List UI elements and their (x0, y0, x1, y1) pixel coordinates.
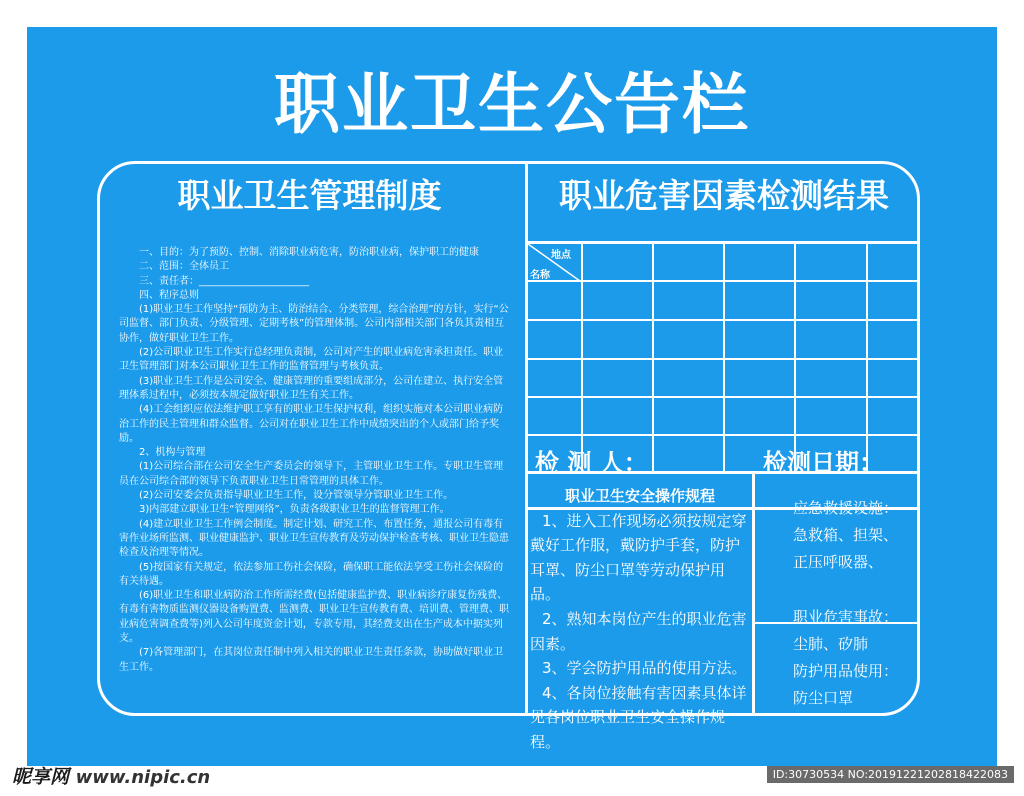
table-col-line (866, 244, 868, 472)
policy-line: (1)公司综合部在公司安全生产委员会的领导下，主管职业卫生工作。专职卫生管理员在公司综合部的领导下负责职业卫生日常管理的具体工作。 (119, 461, 504, 487)
safety-rules (530, 484, 750, 755)
watermark-logo (12, 762, 210, 789)
emergency-title: 应急救援设施： (793, 499, 899, 517)
inspector-label: 检 测 人： (535, 449, 648, 477)
logo-text: 昵享网 (12, 766, 70, 788)
policy-line: 3)内部建立职业卫生“管理网络”，负责各级职业卫生的监督管理工作。 (139, 504, 450, 516)
policy-line: 二、范围：全体员工 (139, 261, 229, 273)
policy-line: (4)建立职业卫生工作例会制度。制定计划、研究工作、布置任务，通报公司有毒有害作业场所监测、职业健康监护、职业卫生宣传教育及劳动保护检查考核、职业卫生隐患检查及治理等情况。 (119, 518, 509, 559)
policy-line: 三、责任者：______________________ (139, 275, 309, 287)
policy-line: (6)职业卫生和职业病防治工作所需经费(包括健康监护费、职业病诊疗康复伤残费、有毒有害物质监测仪器设备购置费、监测费、职业卫生宣传教育费、培训费、管理费、职业病危害调查费等)列入公司年度资金计划，专款专用，其经费支出在生产成本中据实列支。 (119, 590, 509, 645)
policy-line: (3)职业卫生工作是公司安全、健康管理的重要组成部分，公司在建立、执行安全管理体系过程中，必须按本规定做好职业卫生有关工作。 (119, 375, 504, 401)
policy-line: 四、程序总则 (139, 289, 199, 301)
rule-item: 4、各岗位接触有害因素具体详见各岗位职业卫生安全操作规程。 (530, 683, 747, 751)
emergency-item: 急救箱、担架、 (793, 526, 899, 544)
table-header-place: 地点 (551, 250, 571, 261)
table-col-line (723, 244, 725, 472)
policy-line: 2、机构与管理 (139, 447, 206, 459)
table-col-line (652, 244, 654, 472)
table-header-name: 名称 (530, 270, 550, 281)
policy-line: (7)各管理部门，在其岗位责任制中列入相关的职业卫生责任条款，协助做好职业卫生工作。 (119, 647, 504, 673)
emergency-facilities (793, 495, 898, 576)
rule-item: 2、熟知本岗位产生的职业危害因素。 (530, 609, 747, 653)
logo-url: www.nipic.cn (75, 767, 211, 788)
rules-title: 职业卫生安全操作规程 (564, 487, 715, 505)
policy-line: (5)按国家有关规定，依法参加工伤社会保险，确保职工能依法享受工伤社会保险的有关待遇。 (119, 561, 504, 587)
ppe-items: 防尘口罩 (793, 689, 854, 707)
rule-item: 3、学会防护用品的使用方法。 (542, 659, 747, 678)
policy-line: (2)公司职业卫生工作实行总经理负责制，公司对产生的职业病危害承担责任。职业卫生管理部门对本公司职业卫生工作的监督管理与考核负责。 (119, 347, 504, 373)
date-label: 检测日期： (763, 449, 883, 477)
policy-line: (2)公司安委会负责指导职业卫生工作，设分管领导分管职业卫生工作。 (139, 490, 454, 502)
hazard-info (793, 604, 898, 712)
table-col-line (794, 244, 796, 472)
hazard-title: 职业危害事故： (793, 608, 899, 626)
policy-line: (1)职业卫生工作坚持“预防为主、防治结合、分类管理，综合治理”的方针，实行“公司监督、部门负责、分级管理、定期考核”的管理体制。公司内部相关部门各负其责相互协作，做好职业卫生工作。 (119, 304, 509, 344)
table-col-line (581, 244, 583, 472)
ppe-title: 防护用品使用： (793, 662, 899, 680)
emergency-item: 正压呼吸器、 (793, 553, 884, 571)
image-id-badge: ID:30730534 NO:20191221202818422083 (767, 766, 1014, 783)
policy-line: (4)工会组织应依法维护职工享有的职业卫生保护权利，组织实施对本公司职业病防治工作的民主管理和群众监督。公司对在职业卫生工作中成绩突出的个人或部门给予奖励。 (119, 404, 504, 444)
inspector-divider (752, 472, 755, 716)
policy-text (119, 246, 509, 675)
rule-item: 1、进入工作现场必须按规定穿戴好工作服，戴防护手套，防护耳罩、防尘口罩等劳动保护用品。 (530, 511, 747, 604)
policy-line: 一、目的：为了预防、控制、消除职业病危害，防治职业病，保护职工的健康 (139, 247, 479, 258)
hazard-items: 尘肺、矽肺 (793, 635, 869, 653)
main-title: 职业卫生公告栏 (274, 66, 750, 143)
management-title: 职业卫生管理制度 (177, 176, 442, 215)
results-title: 职业危害因素检测结果 (559, 176, 889, 215)
